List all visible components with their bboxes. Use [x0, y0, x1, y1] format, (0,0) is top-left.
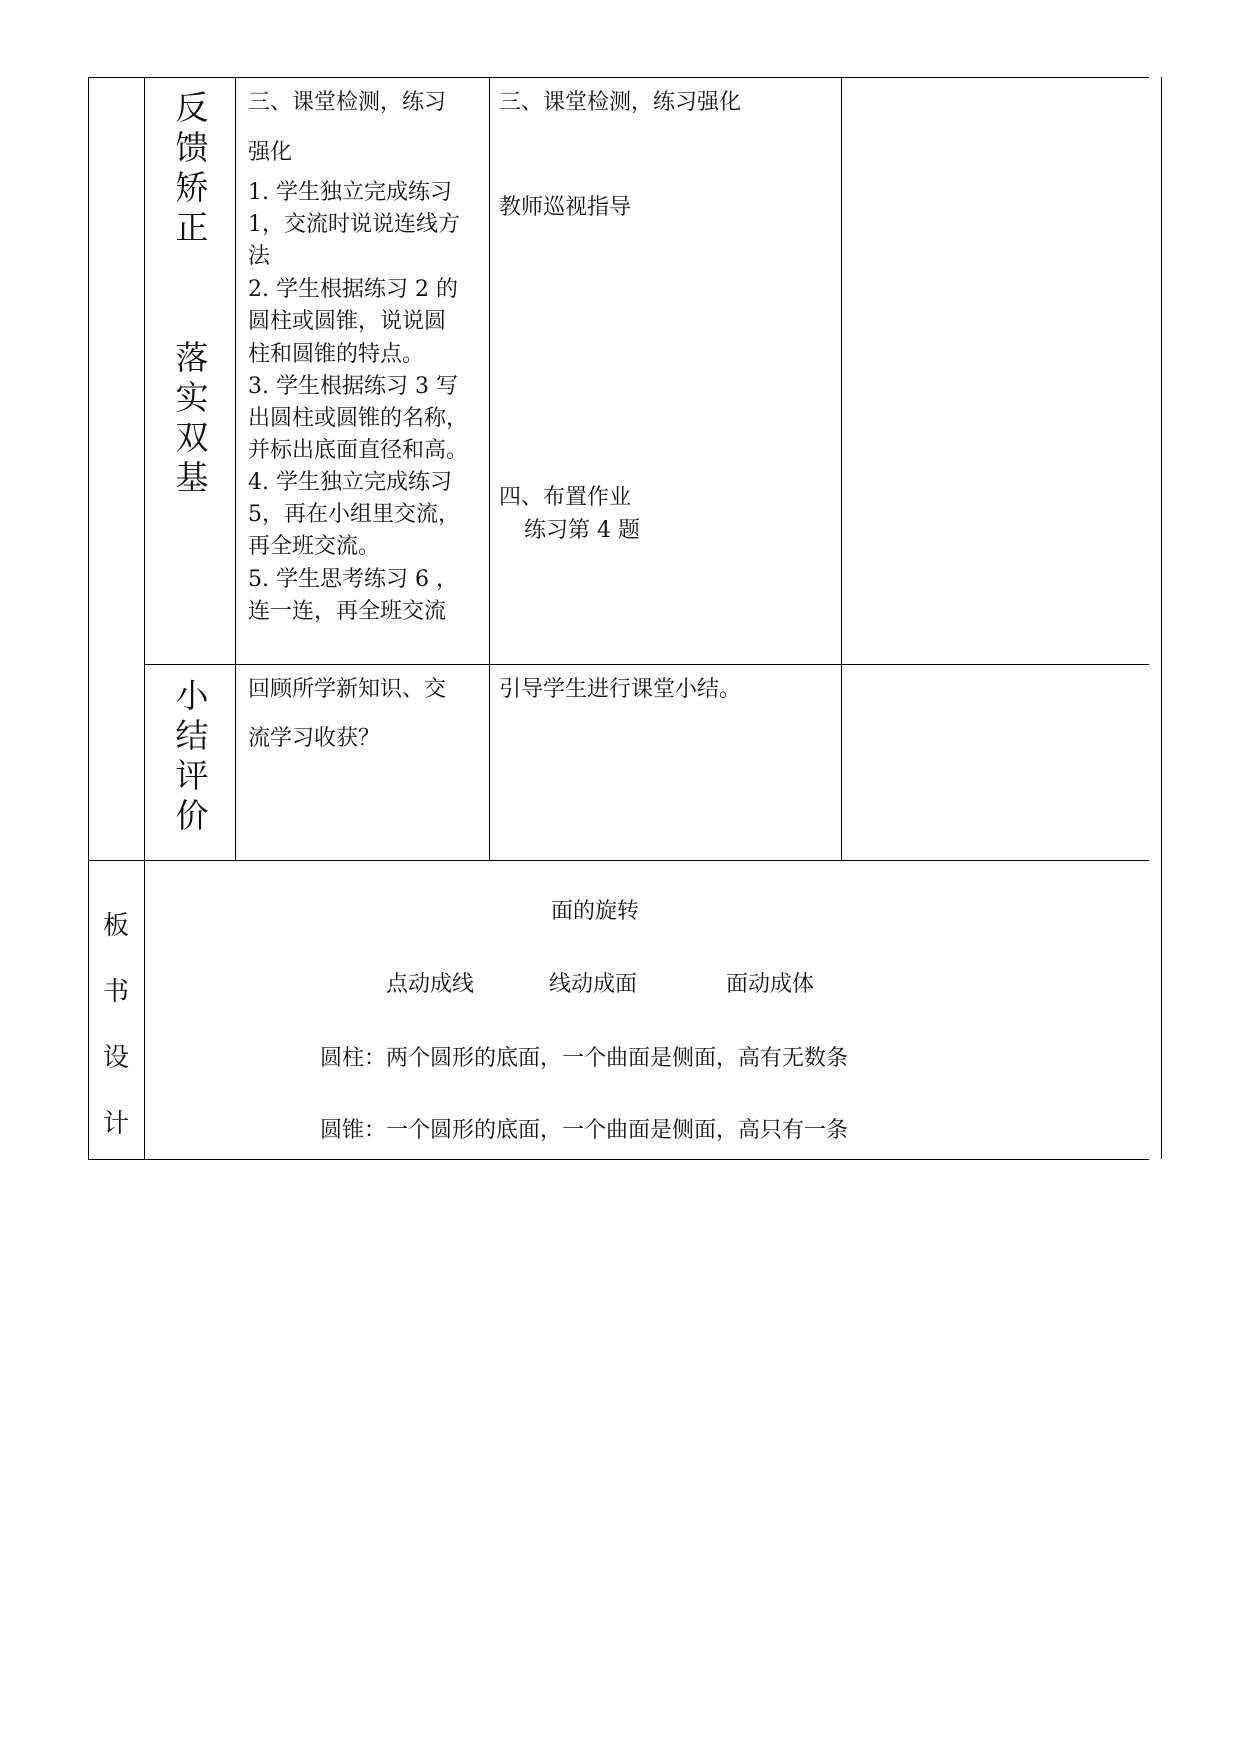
student-line-8: 柱和圆锥的特点。: [248, 342, 425, 367]
student-line-2: 强化: [248, 140, 293, 165]
col-divider-notes: [841, 77, 842, 860]
student-line-9: 3. 学生根据练习 3 写: [248, 374, 458, 399]
board-title: 面的旋转: [550, 899, 639, 924]
student-line-10: 出圆柱或圆锥的名称，: [248, 406, 469, 431]
board-concept-surface-to-solid: 面动成体: [725, 972, 814, 997]
summary-student-line-1: 回顾所学新知识、交: [248, 677, 447, 702]
teacher-guidance: 教师巡视指导: [499, 195, 632, 220]
student-line-13: 5，再在小组里交流，: [248, 502, 460, 527]
board-cone-definition: 圆锥：一个圆形的底面，一个曲面是侧面，高只有一条: [320, 1118, 849, 1143]
student-line-5: 法: [248, 244, 271, 269]
student-line-16: 连一连，再全班交流: [248, 599, 447, 624]
student-line-4: 1，交流时说说连线方: [248, 212, 460, 237]
row-divider-summary: [144, 664, 1149, 665]
student-line-11: 并标出底面直径和高。: [248, 438, 469, 463]
col-divider-student: [235, 77, 236, 860]
label-feedback-correction: 反 馈 矫 正: [175, 88, 209, 247]
board-concept-line-to-surface: 线动成面: [548, 972, 637, 997]
table-left-border: [88, 77, 89, 1159]
student-line-3: 1. 学生独立完成练习: [248, 180, 452, 205]
homework-item: 练习第 4 题: [524, 518, 640, 543]
label-board-design: 板 书 设 计: [102, 911, 129, 1139]
student-line-1: 三、课堂检测，练习: [248, 90, 447, 115]
summary-teacher-text: 引导学生进行课堂小结。: [499, 677, 742, 702]
student-line-15: 5. 学生思考练习 6 ，: [248, 567, 458, 592]
homework-title: 四、布置作业: [499, 485, 632, 510]
student-line-14: 再全班交流。: [248, 534, 381, 559]
table-right-border: [1161, 77, 1162, 1159]
col-divider-label: [144, 77, 145, 1159]
label-consolidate-basics: 落 实 双 基: [175, 338, 209, 497]
col-divider-teacher: [489, 77, 490, 860]
student-line-6: 2. 学生根据练习 2 的: [248, 277, 458, 302]
label-summary-evaluation: 小 结 评 价: [175, 676, 209, 835]
student-line-7: 圆柱或圆锥，说说圆: [248, 309, 447, 334]
teacher-section-title: 三、课堂检测，练习强化: [499, 90, 742, 115]
table-bottom-border: [88, 1159, 1149, 1160]
row-divider-board: [88, 860, 1149, 861]
table-top-border: [88, 77, 1149, 78]
board-cylinder-definition: 圆柱：两个圆形的底面，一个曲面是侧面，高有无数条: [320, 1046, 849, 1071]
board-concept-point-to-line: 点动成线: [385, 972, 474, 997]
student-line-12: 4. 学生独立完成练习: [248, 470, 452, 495]
summary-student-line-2: 流学习收获？: [248, 726, 381, 751]
